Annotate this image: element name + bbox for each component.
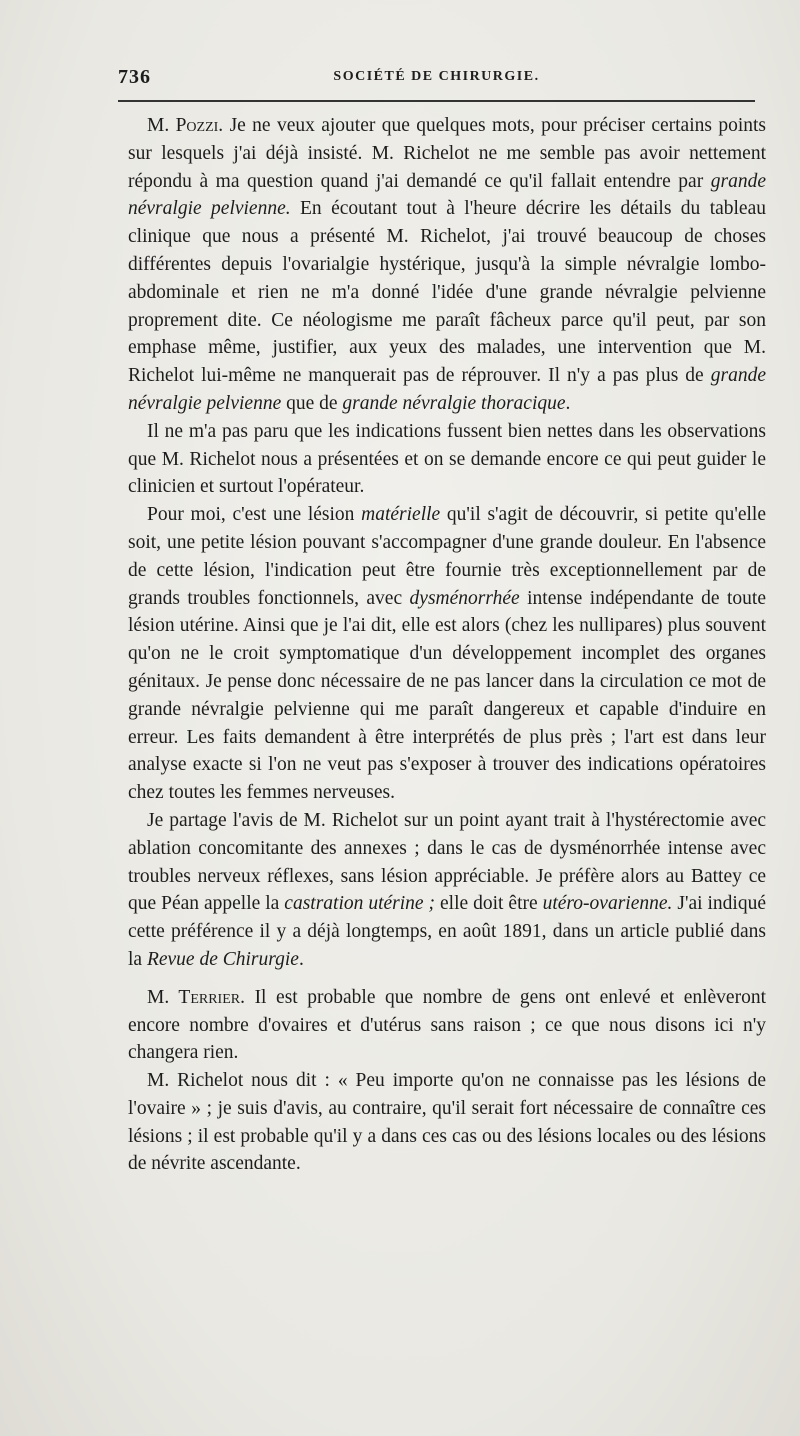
- paragraph-terrier: [128, 984, 766, 1067]
- text-segment: Il est probable que nombre de gens ont enlevé et enlèveront encore nombre d'ovaires et d'utérus sans raison ; ce que nous disons ici n'y changera rien.: [128, 986, 766, 1064]
- text-segment: Pour moi, c'est une lésion: [147, 504, 362, 526]
- text-segment: En écoutant tout à l'heure décrire les détails du tableau clinique que nous a présenté M. Richelot, j'ai trouvé beaucoup de choses différentes depuis l'ovarialgie hystérique, jusqu'à la simple névralgie lombo-abdominale et rien ne m'a donné l'idée d'une grande névralgie pelvienne proprement dite. Ce néologisme me paraît fâcheux parce qu'il peut, par son emphase même, justifier, aux yeux des malades, une intervention que M. Richelot lui-même ne manquerait pas de réprouver. Il n'y a pas plus de: [128, 198, 766, 387]
- page-header: [118, 66, 755, 90]
- text-segment: J'ai indiqué cette préférence il y a déjà longtemps, en août 1891, dans un article publié dans la: [128, 893, 766, 970]
- paragraph-lesion: [128, 501, 766, 807]
- text-segment: qu'il s'agit de découvrir, si petite qu'elle soit, une petite lésion pouvant s'accompagner d'une grande douleur. En l'absence de cette lésion, l'indication peut être fournie très exceptionnellement par de grands troubles fonctionnels, avec: [128, 504, 766, 609]
- text-segment: Je partage l'avis de M. Richelot sur un point ayant trait à l'hystérectomie avec ablation concomitante des annexes ; dans le cas de dysménorrhée intense avec troubles nerveux réflexes, sans lésion appréciable. Je préfère alors au Battey ce que Péan appelle la: [128, 809, 766, 915]
- text-segment: que de: [281, 392, 343, 414]
- text-segment: Je ne veux ajouter que quelques mots, pour préciser certains points sur lesquels j'ai déjà insisté. M. Richelot ne me semble pas avoir nettement répondu à ma question quand j'ai demandé ce qu'il fallait entendre par: [128, 115, 766, 192]
- paragraph-richelot-quote: [128, 1067, 766, 1178]
- text-segment: elle doit être: [435, 893, 543, 915]
- italic-term: grande névralgie pelvienne: [128, 365, 766, 414]
- paragraph-pozzi: [128, 112, 766, 418]
- paragraph-indications: [128, 418, 766, 501]
- body-text: [128, 112, 766, 1178]
- speaker-name: M. Pozzi.: [147, 115, 224, 136]
- italic-term: grande névralgie thoracique: [342, 392, 566, 414]
- text-segment: Il ne m'a pas paru que les indications fussent bien nettes dans les observations que M. Richelot nous a présentées et on se demande encore ce qui peut guider le clinicien et surtout l'opérateur.: [128, 420, 766, 498]
- italic-term: dysménorrhée: [409, 587, 520, 609]
- text-segment: .: [565, 392, 571, 414]
- header-rule: [118, 100, 755, 102]
- page-number: 736: [118, 66, 151, 88]
- text-segment: intense indépendante de toute lésion utérine. Ainsi que je l'ai dit, elle est alors (chez les nullipares) plus souvent qu'on ne le croit symptomatique d'un développement incomplet des organes génitaux. Je pense donc nécessaire de ne pas lancer dans la circulation ce mot de grande névralgie pelvienne qui me paraît dangereux et capable d'induire en erreur. Les faits demandent à être interprétés de plus près ; l'art est dans leur analyse exacte si l'on ne veut pas s'exposer à trouver des indications opératoires chez toutes les femmes nerveuses.: [128, 587, 766, 804]
- italic-term: grande névralgie pelvienne.: [128, 170, 766, 220]
- italic-term: castration utérine ;: [284, 893, 436, 915]
- text-segment: .: [298, 948, 304, 970]
- speaker-name: M. Terrier.: [147, 986, 245, 1008]
- paragraph-hysterectomy: [128, 807, 766, 974]
- journal-title: Revue de Chirurgie: [146, 948, 299, 970]
- running-title: SOCIÉTÉ DE CHIRURGIE.: [333, 69, 540, 84]
- text-segment: M. Richelot nous dit : « Peu importe qu'on ne connaisse pas les lésions de l'ovaire » ; je suis d'avis, au contraire, qu'il serait fort nécessaire de connaître ces lésions ; il est probable qu'il y a dans ces cas ou des lésions locales ou des lésions de névrite ascendante.: [128, 1070, 766, 1175]
- italic-term: utéro-ovarienne.: [542, 893, 673, 915]
- italic-term: matérielle: [361, 504, 441, 526]
